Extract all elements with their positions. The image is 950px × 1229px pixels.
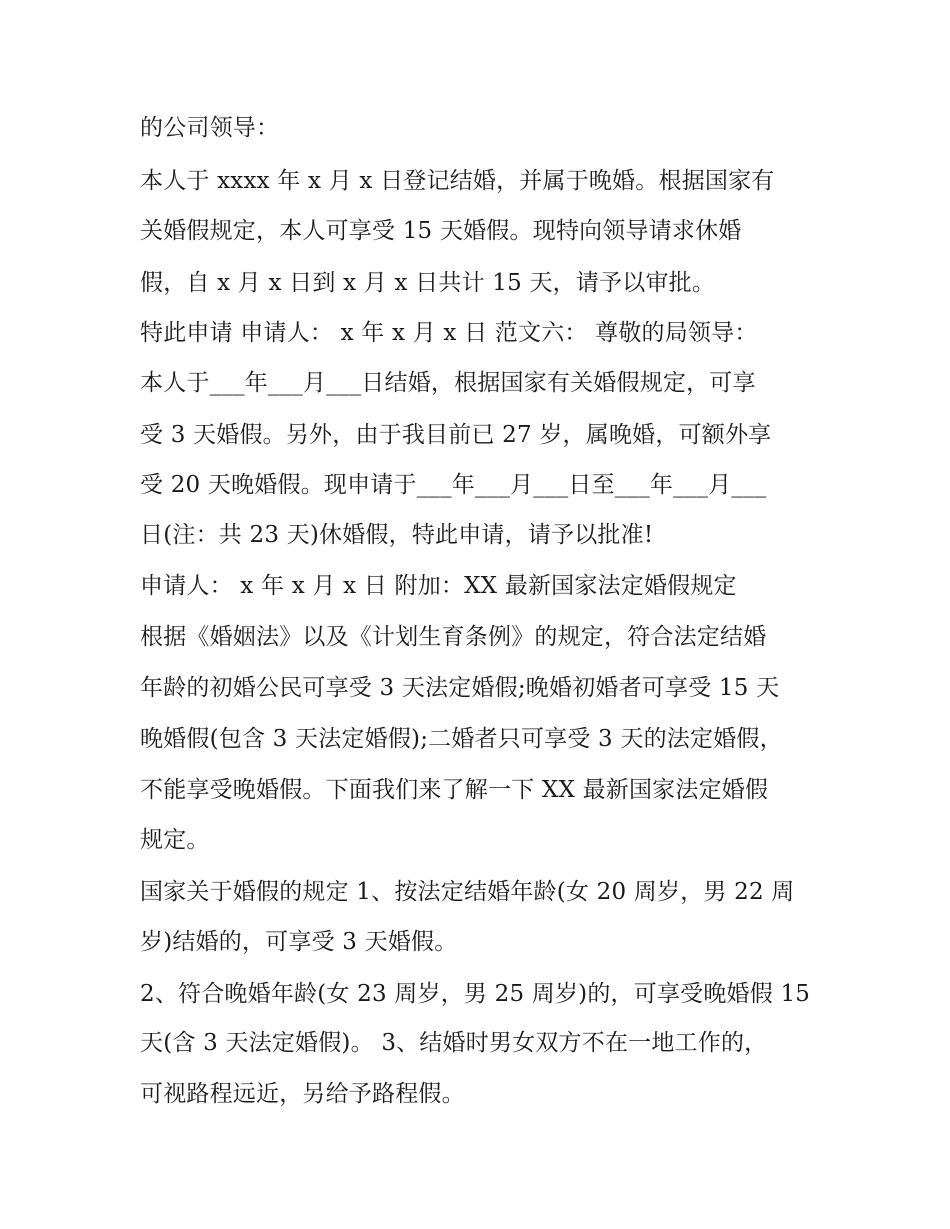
text-line: 受 3 天婚假。另外，由于我目前已 27 岁，属晚婚，可额外享 xyxy=(140,422,772,448)
text-line: 岁)结婚的，可享受 3 天婚假。 xyxy=(140,929,458,955)
text-line: 可视路程远近，另给予路程假。 xyxy=(140,1081,465,1107)
text-line: 日(注：共 23 天)休婚假，特此申请，请予以批准! xyxy=(140,522,654,548)
text-line: 根据《婚姻法》以及《计划生育条例》的规定，符合法定结婚 xyxy=(140,624,767,650)
text-line: 申请人： x 年 x 月 x 日 附加：XX 最新国家法定婚假规定 xyxy=(140,573,737,599)
text-line: 的公司领导： xyxy=(140,115,280,141)
text-line: 年龄的初婚公民可享受 3 天法定婚假;晚婚初婚者可享受 15 天 xyxy=(140,675,780,701)
text-line: 2、符合晚婚年龄(女 23 周岁，男 25 周岁)的，可享受晚婚假 15 xyxy=(140,981,811,1007)
text-line: 国家关于婚假的规定 1、按法定结婚年龄(女 20 周岁，男 22 周 xyxy=(140,879,795,905)
text-line: 本人于 xxxx 年 x 月 x 日登记结婚，并属于晚婚。根据国家有 xyxy=(140,168,775,194)
text-line: 本人于___年___月___日结婚，根据国家有关婚假规定，可享 xyxy=(140,370,756,396)
text-line: 特此申请 申请人： x 年 x 月 x 日 范文六： 尊敬的局领导： xyxy=(140,320,758,346)
text-line: 受 20 天晚婚假。现申请于___年___月___日至___年___月___ xyxy=(140,472,767,498)
text-line: 关婚假规定，本人可享受 15 天婚假。现特向领导请求休婚 xyxy=(140,218,742,244)
text-line: 假，自 x 月 x 日到 x 月 x 日共计 15 天，请予以审批。 xyxy=(140,270,716,296)
text-line: 不能享受晚婚假。下面我们来了解一下 XX 最新国家法定婚假 xyxy=(140,777,769,803)
text-line: 天(含 3 天法定婚假)。 3、结婚时男女双方不在一地工作的， xyxy=(140,1030,768,1056)
text-line: 规定。 xyxy=(140,827,210,853)
text-line: 晚婚假(包含 3 天法定婚假);二婚者只可享受 3 天的法定婚假， xyxy=(140,726,783,752)
